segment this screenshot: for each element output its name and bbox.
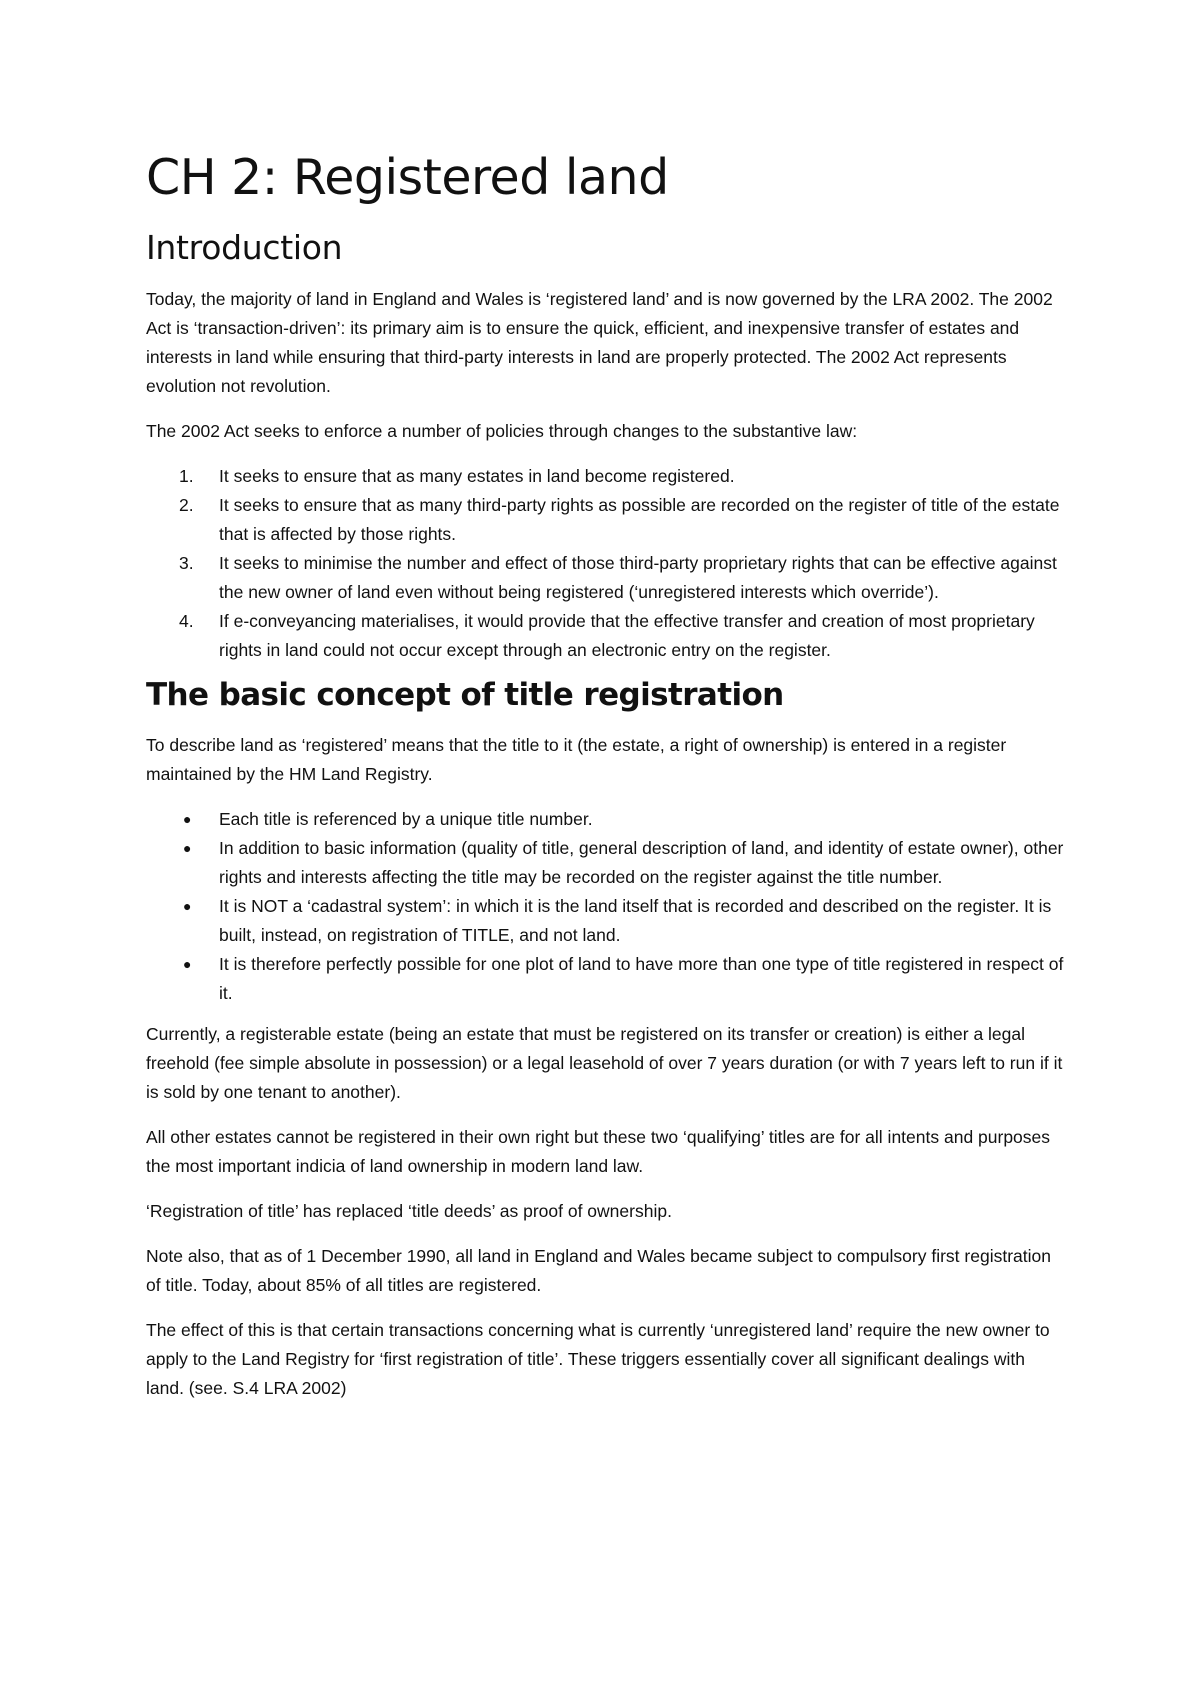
list-number: 4. (179, 610, 194, 631)
list-item-text: It is NOT a ‘cadastral system’: in which it is the land itself that is recorded and described on the register. It is built, instead, on registration of TITLE, and not land. (219, 896, 1052, 946)
registerable-estate-paragraph: Currently, a registerable estate (being an estate that must be registered on its transfer or creation) is either a legal freehold (fee simple absolute in possession) or a legal leasehold of over 7 years duration (or with 7 years left to run if it is sold by one tenant to another). (146, 1024, 1063, 1103)
bullet-icon: ● (183, 956, 192, 973)
list-item (146, 607, 1066, 665)
document-page (146, 150, 1066, 1419)
title-features-list (146, 805, 1066, 1008)
first-registration-paragraph: The effect of this is that certain transactions concerning what is currently ‘unregistered land’ require the new owner to apply to the Land Registry for ‘first registration of title’. These triggers essentially cover all significant dealings with land. (see. S.4 LRA 2002) (146, 1320, 1050, 1399)
list-item (146, 549, 1066, 607)
list-item (146, 462, 1066, 491)
introduction-heading: Introduction (146, 228, 343, 268)
introduction-paragraph: Today, the majority of land in England and Wales is ‘registered land’ and is now governed by the LRA 2002. The 2002 Act is ‘transaction-driven’: its primary aim is to ensure the quick, efficient, and inexpensive transfer of estates and interests in land while ensuring that third-party interests in land are properly protected. The 2002 Act represents evolution not revolution. (146, 288, 1053, 396)
registration-of-title-paragraph: ‘Registration of title’ has replaced ‘title deeds’ as proof of ownership. (146, 1201, 672, 1222)
list-item-text: It seeks to ensure that as many third-party rights as possible are recorded on the register of title of the estate that is affected by those rights. (219, 494, 1060, 544)
basic-concept-intro: To describe land as ‘registered’ means that the title to it (the estate, a right of ownership) is entered in a register maintained by the HM Land Registry. (146, 735, 1007, 785)
bullet-icon: ● (183, 898, 192, 915)
list-item-text: If e-conveyancing materialises, it would provide that the effective transfer and creation of most proprietary rights in land could not occur except through an electronic entry on the register. (219, 610, 1035, 660)
list-item (146, 950, 1066, 1008)
list-item-text: It seeks to minimise the number and effect of those third-party proprietary rights that can be effective against the new owner of land even without being registered (‘unregistered interests which override’). (219, 552, 1057, 602)
list-item-text: It seeks to ensure that as many estates in land become registered. (219, 465, 735, 486)
list-number: 1. (179, 465, 194, 486)
policies-list (146, 462, 1066, 665)
compulsory-registration-paragraph: Note also, that as of 1 December 1990, all land in England and Wales became subject to compulsory first registration of title. Today, about 85% of all titles are registered. (146, 1246, 1051, 1296)
bullet-icon: ● (183, 840, 192, 857)
list-number: 3. (179, 552, 194, 573)
list-item (146, 892, 1066, 950)
list-item (146, 834, 1066, 892)
policies-lead-paragraph: The 2002 Act seeks to enforce a number of policies through changes to the substantive law: (146, 420, 858, 441)
list-item-text: Each title is referenced by a unique title number. (219, 809, 593, 830)
document-title: CH 2: Registered land (146, 149, 669, 206)
bullet-icon: ● (183, 811, 192, 828)
list-item-text: It is therefore perfectly possible for one plot of land to have more than one type of title registered in respect of it. (219, 954, 1064, 1004)
list-number: 2. (179, 494, 194, 515)
list-item-text: In addition to basic information (quality of title, general description of land, and identity of estate owner), other rights and interests affecting the title may be recorded on the register against the title number. (219, 838, 1064, 888)
list-item (146, 805, 1066, 834)
qualifying-titles-paragraph: All other estates cannot be registered in their own right but these two ‘qualifying’ titles are for all intents and purposes the most important indicia of land ownership in modern land law. (146, 1127, 1051, 1177)
list-item (146, 491, 1066, 549)
basic-concept-heading: The basic concept of title registration (146, 676, 784, 713)
